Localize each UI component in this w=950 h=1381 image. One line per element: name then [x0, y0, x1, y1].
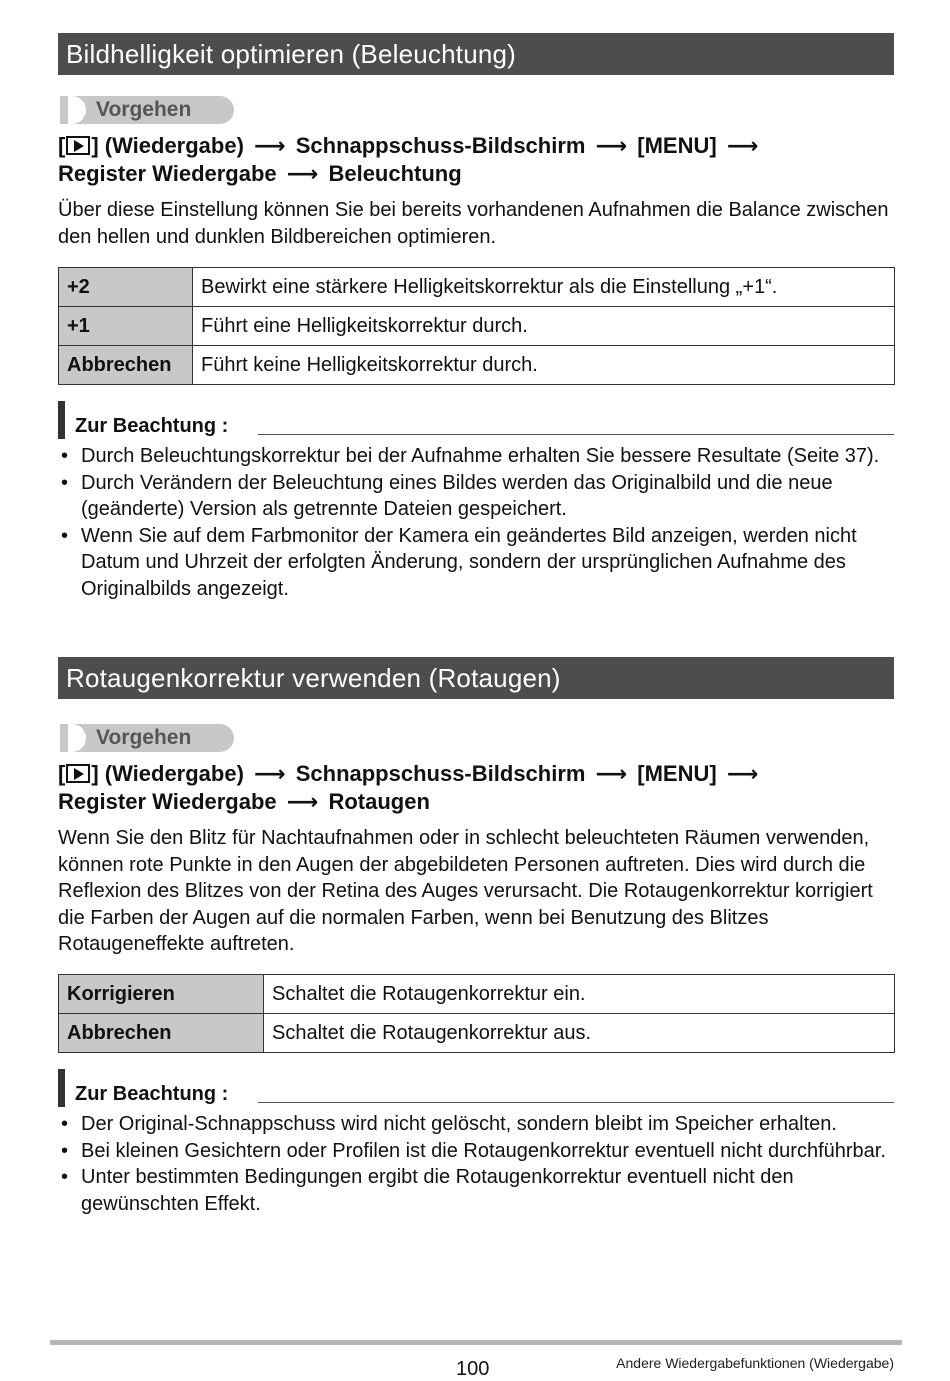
option-key: Korrigieren [59, 975, 264, 1014]
procedure-path-line2: Register Wiedergabe ⟶ Rotaugen [58, 789, 430, 814]
playback-icon [66, 136, 90, 155]
intro-paragraph: Wenn Sie den Blitz für Nachtaufnahmen oder in schlecht beleuchteten Räumen verwenden, können rote Punkte in den Augen der abgebildeten Personen auftreten. Dies wird durch die Reflexion des Blitzes von der Retina des Auges verursacht. Die Rotaugenkorrektur korrigiert die Farben der Augen auf die normalen Farben, wenn bei Benutzung des Blitzes Rotaugeneffekte auftreten. [58, 827, 873, 955]
option-key: +2 [59, 268, 193, 307]
arrow-right-icon: ⟶ [286, 789, 319, 814]
arrow-right-icon: ⟶ [254, 761, 286, 786]
procedure-path [58, 132, 898, 188]
note-list [58, 1111, 898, 1217]
procedure-path-line2: Register Wiedergabe ⟶ Beleuchtung [58, 161, 462, 186]
arrow-right-icon: ⟶ [726, 761, 759, 786]
list-item: • Durch Verändern der Beleuchtung eines Bildes werden das Originalbild und die neue (geänderte) Version als getrennte Dateien gespeichert. [58, 470, 898, 523]
note-list [58, 443, 898, 602]
options-table-rotaugen [58, 974, 895, 1053]
chapter-label: Andere Wiedergabefunktionen (Wiedergabe) [616, 1355, 894, 1371]
list-item: • Wenn Sie auf dem Farbmonitor der Kamera ein geändertes Bild anzeigen, werden nicht Datum und Uhrzeit der erfolgten Änderung, sondern der ursprünglichen Aufnahme des Originalbilds angezeigt. [58, 523, 898, 603]
option-key: +1 [59, 307, 193, 346]
note-title: Zur Beachtung : [75, 1083, 229, 1105]
arrow-right-icon: ⟶ [595, 133, 628, 158]
option-description: Führt eine Helligkeitskorrektur durch. [193, 307, 895, 346]
vorgehen-label: Vorgehen [96, 726, 192, 749]
footer-divider [50, 1340, 902, 1345]
procedure-path-line1: [ ] (Wiedergabe) ⟶ Schnappschuss-Bildschirm ⟶ [MENU] ⟶ [58, 761, 759, 786]
vorgehen-badge [60, 96, 234, 124]
table-row [59, 346, 895, 385]
arrow-right-icon: ⟶ [595, 761, 628, 786]
arrow-right-icon: ⟶ [254, 133, 286, 158]
option-description: Bewirkt eine stärkere Helligkeitskorrektur als die Einstellung „+1“. [193, 268, 895, 307]
intro-paragraph: Über diese Einstellung können Sie bei bereits vorhandenen Aufnahmen die Balance zwischen den hellen und dunklen Bildbereichen optimieren. [58, 199, 889, 248]
note-title: Zur Beachtung : [75, 415, 229, 437]
option-description: Führt keine Helligkeitskorrektur durch. [193, 346, 895, 385]
section-title-rotaugen: Rotaugenkorrektur verwenden (Rotaugen) [58, 657, 894, 699]
section-title-beleuchtung: Bildhelligkeit optimieren (Beleuchtung) [58, 33, 894, 75]
list-item: • Bei kleinen Gesichtern oder Profilen ist die Rotaugenkorrektur eventuell nicht durchführbar. [58, 1138, 898, 1165]
page-number: 100 [456, 1358, 490, 1380]
option-key: Abbrechen [59, 1014, 264, 1053]
table-row [59, 1014, 895, 1053]
list-item: • Der Original-Schnappschuss wird nicht gelöscht, sondern bleibt im Speicher erhalten. [58, 1111, 898, 1138]
note-heading [58, 401, 894, 439]
option-description: Schaltet die Rotaugenkorrektur aus. [264, 1014, 895, 1053]
list-item: • Unter bestimmten Bedingungen ergibt die Rotaugenkorrektur eventuell nicht den gewünschten Effekt. [58, 1164, 898, 1217]
table-row [59, 307, 895, 346]
options-table-beleuchtung [58, 267, 895, 385]
table-row [59, 268, 895, 307]
procedure-path [58, 760, 898, 816]
vorgehen-label: Vorgehen [96, 98, 192, 121]
table-row [59, 975, 895, 1014]
option-description: Schaltet die Rotaugenkorrektur ein. [264, 975, 895, 1014]
option-key: Abbrechen [59, 346, 193, 385]
note-heading [58, 1069, 894, 1107]
arrow-right-icon: ⟶ [286, 161, 319, 186]
procedure-path-line1: [ ] (Wiedergabe) ⟶ Schnappschuss-Bildschirm ⟶ [MENU] ⟶ [58, 133, 759, 158]
arrow-right-icon: ⟶ [726, 133, 759, 158]
list-item: • Durch Beleuchtungskorrektur bei der Aufnahme erhalten Sie bessere Resultate (Seite 37). [58, 443, 898, 470]
vorgehen-badge [60, 724, 234, 752]
playback-icon [66, 764, 90, 783]
